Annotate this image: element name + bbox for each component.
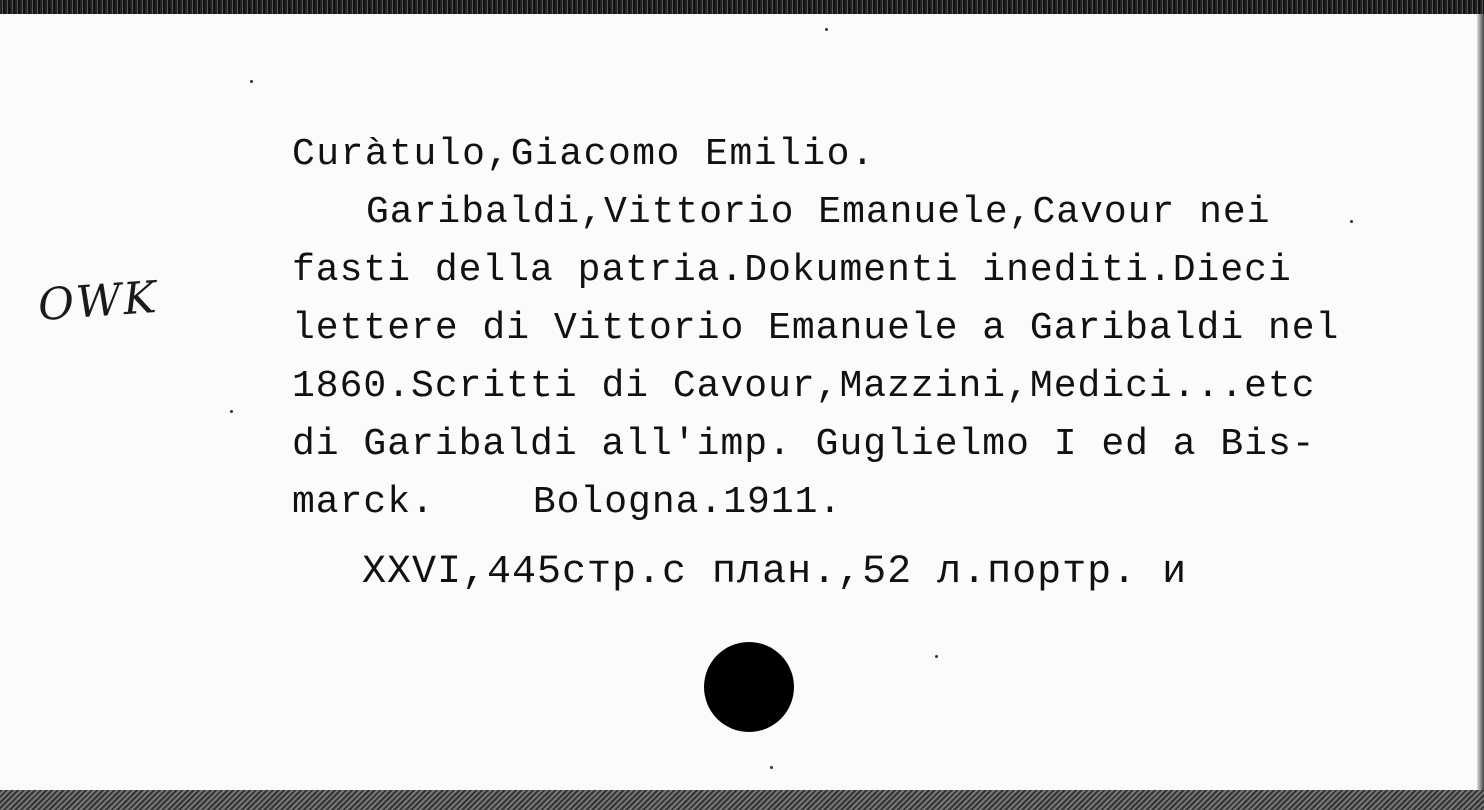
handwritten-shelfmark: OWK bbox=[36, 271, 160, 332]
card-bottom-edge bbox=[0, 790, 1484, 810]
dust-speck bbox=[230, 410, 233, 413]
author-heading: Curàtulo,Giacomo Emilio. bbox=[292, 133, 876, 176]
dust-speck bbox=[935, 655, 938, 658]
imprint-place-date: Bologna.1911. bbox=[532, 481, 843, 524]
imprint-line bbox=[292, 474, 1402, 532]
dust-speck bbox=[825, 28, 828, 31]
title-line-2: fasti della patria.Dokumenti inediti.Dieci bbox=[292, 249, 1292, 292]
dust-speck bbox=[250, 80, 253, 83]
title-end: marck. bbox=[292, 481, 435, 524]
card-top-edge bbox=[0, 0, 1484, 14]
title-line-4: 1860.Scritti di Cavour,Mazzini,Medici...etc bbox=[292, 365, 1316, 408]
dust-speck bbox=[1350, 220, 1353, 223]
card-right-edge bbox=[1477, 14, 1484, 790]
title-line-5: di Garibaldi all'imp. Guglielmo I ed a Bis- bbox=[292, 423, 1316, 466]
title-line-1: Garibaldi,Vittorio Emanuele,Cavour nei bbox=[366, 191, 1271, 234]
catalog-entry bbox=[292, 126, 1402, 602]
dust-speck bbox=[770, 766, 773, 769]
collation-line: XXVI,445стр.с план.,52 л.портр. и bbox=[362, 550, 1188, 595]
title-line-3: lettere di Vittorio Emanuele a Garibaldi nel bbox=[292, 307, 1340, 350]
punch-hole bbox=[704, 642, 794, 732]
